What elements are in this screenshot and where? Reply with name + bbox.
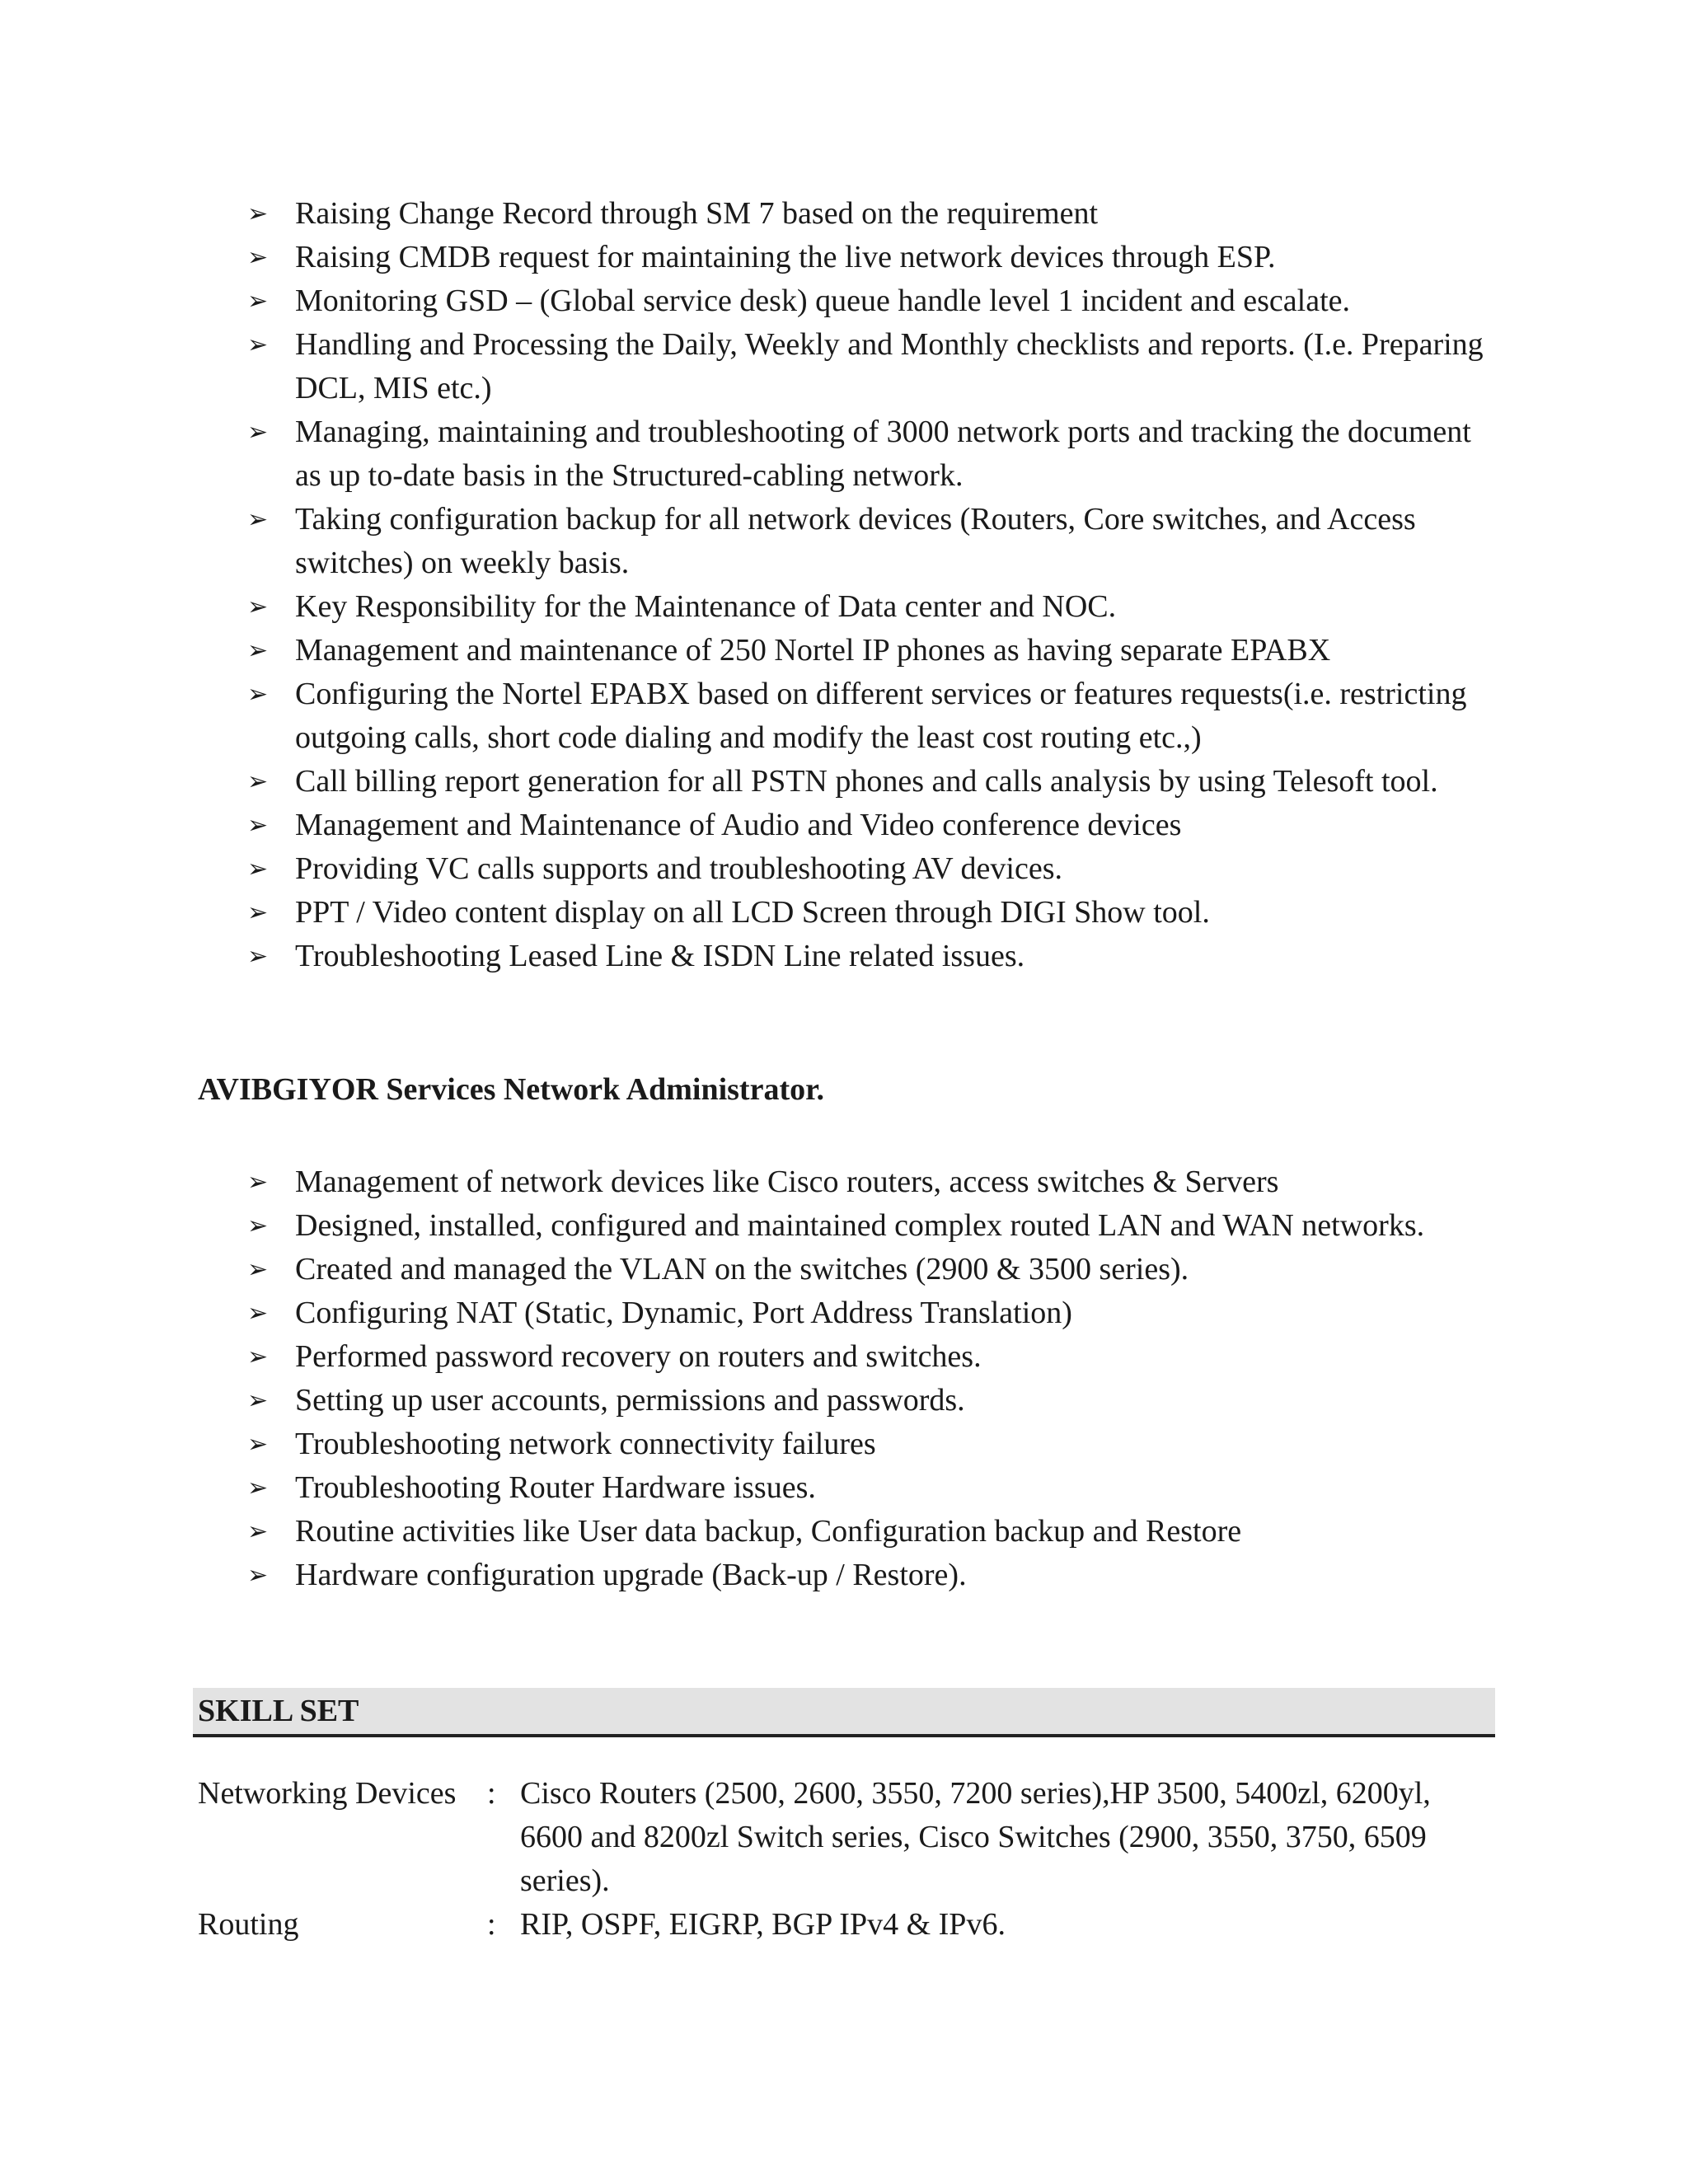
skill-label: Routing [198,1907,299,1942]
skill-label: Networking Devices [198,1776,457,1811]
list-item: ➢ Configuring the Nortel EPABX based on different services or features requests(i.e. restricting outgoing calls, short code dialing and modify the least cost routing etc.,) [247,673,1484,760]
list-item: ➢ Management and Maintenance of Audio and Video conference devices [247,804,1484,847]
skill-set-header-bar [193,1688,1495,1737]
list-item: ➢ Taking configuration backup for all network devices (Routers, Core switches, and Access switches) on weekly basis. [247,498,1484,585]
arrow-bullet-icon: ➢ [247,418,269,447]
arrow-bullet-icon: ➢ [247,898,269,927]
list-item: ➢ Providing VC calls supports and troubleshooting AV devices. [247,847,1484,891]
arrow-bullet-icon: ➢ [247,855,269,883]
list-item: ➢ Management of network devices like Cisco routers, access switches & Servers [247,1160,1484,1204]
colon-separator: : [487,1776,496,1811]
list-item: ➢ Handling and Processing the Daily, Weekly and Monthly checklists and reports. (I.e. Preparing DCL, MIS etc.) [247,323,1484,410]
list-item: ➢ Performed password recovery on routers and switches. [247,1335,1484,1379]
arrow-bullet-icon: ➢ [247,636,269,665]
arrow-bullet-icon: ➢ [247,1386,269,1415]
list-item: ➢ Management and maintenance of 250 Nortel IP phones as having separate EPABX [247,629,1484,673]
responsibilities-list-1 [247,192,1484,978]
arrow-bullet-icon: ➢ [247,1255,269,1284]
arrow-bullet-icon: ➢ [247,1168,269,1197]
arrow-bullet-icon: ➢ [247,680,269,709]
arrow-bullet-icon: ➢ [247,330,269,359]
list-item: ➢ Troubleshooting Router Hardware issues. [247,1466,1484,1510]
arrow-bullet-icon: ➢ [247,1430,269,1459]
arrow-bullet-icon: ➢ [247,1343,269,1371]
skills-table [198,1772,1484,1947]
arrow-bullet-icon: ➢ [247,1517,269,1546]
arrow-bullet-icon: ➢ [247,811,269,840]
list-item: ➢ Raising Change Record through SM 7 based on the requirement [247,192,1484,236]
list-item: ➢ Configuring NAT (Static, Dynamic, Port Address Translation) [247,1291,1484,1335]
skill-row-routing [198,1903,1484,1947]
skill-value: : RIP, OSPF, EIGRP, BGP IPv4 & IPv6. [490,1903,1484,1947]
arrow-bullet-icon: ➢ [247,199,269,228]
list-item: ➢ Raising CMDB request for maintaining the live network devices through ESP. [247,236,1484,279]
arrow-bullet-icon: ➢ [247,1299,269,1328]
arrow-bullet-icon: ➢ [247,243,269,272]
responsibilities-list-2 [247,1160,1484,1597]
list-item: ➢ Monitoring GSD – (Global service desk) queue handle level 1 incident and escalate. [247,279,1484,323]
list-item: ➢ Hardware configuration upgrade (Back-up / Restore). [247,1554,1484,1597]
list-item: ➢ Created and managed the VLAN on the switches (2900 & 3500 series). [247,1248,1484,1291]
list-item: ➢ Call billing report generation for all PSTN phones and calls analysis by using Telesoft tool. [247,760,1484,804]
arrow-bullet-icon: ➢ [247,767,269,796]
list-item: ➢ Managing, maintaining and troubleshooting of 3000 network ports and tracking the document as up to-date basis in the Structured-cabling network. [247,410,1484,498]
arrow-bullet-icon: ➢ [247,505,269,534]
list-item: ➢ PPT / Video content display on all LCD Screen through DIGI Show tool. [247,891,1484,935]
arrow-bullet-icon: ➢ [247,593,269,621]
list-item: ➢ Troubleshooting network connectivity failures [247,1422,1484,1466]
arrow-bullet-icon: ➢ [247,1474,269,1502]
colon-separator: : [487,1907,496,1942]
job-heading: AVIBGIYOR Services Network Administrator. [198,1072,824,1107]
arrow-bullet-icon: ➢ [247,1212,269,1240]
skill-value: : Cisco Routers (2500, 2600, 3550, 7200 series),HP 3500, 5400zl, 6200yl, 6600 and 8200zl Switch series, Cisco Switches (2900, 3550, 3750, 6509 series). [490,1772,1484,1903]
arrow-bullet-icon: ➢ [247,1561,269,1590]
arrow-bullet-icon: ➢ [247,287,269,316]
skill-set-heading: SKILL SET [198,1694,359,1728]
skill-row-networking-devices [198,1772,1484,1903]
arrow-bullet-icon: ➢ [247,942,269,971]
list-item: ➢ Designed, installed, configured and maintained complex routed LAN and WAN networks. [247,1204,1484,1248]
list-item: ➢ Troubleshooting Leased Line & ISDN Line related issues. [247,935,1484,978]
list-item: ➢ Setting up user accounts, permissions and passwords. [247,1379,1484,1422]
list-item: ➢ Routine activities like User data backup, Configuration backup and Restore [247,1510,1484,1554]
list-item: ➢ Key Responsibility for the Maintenance of Data center and NOC. [247,585,1484,629]
